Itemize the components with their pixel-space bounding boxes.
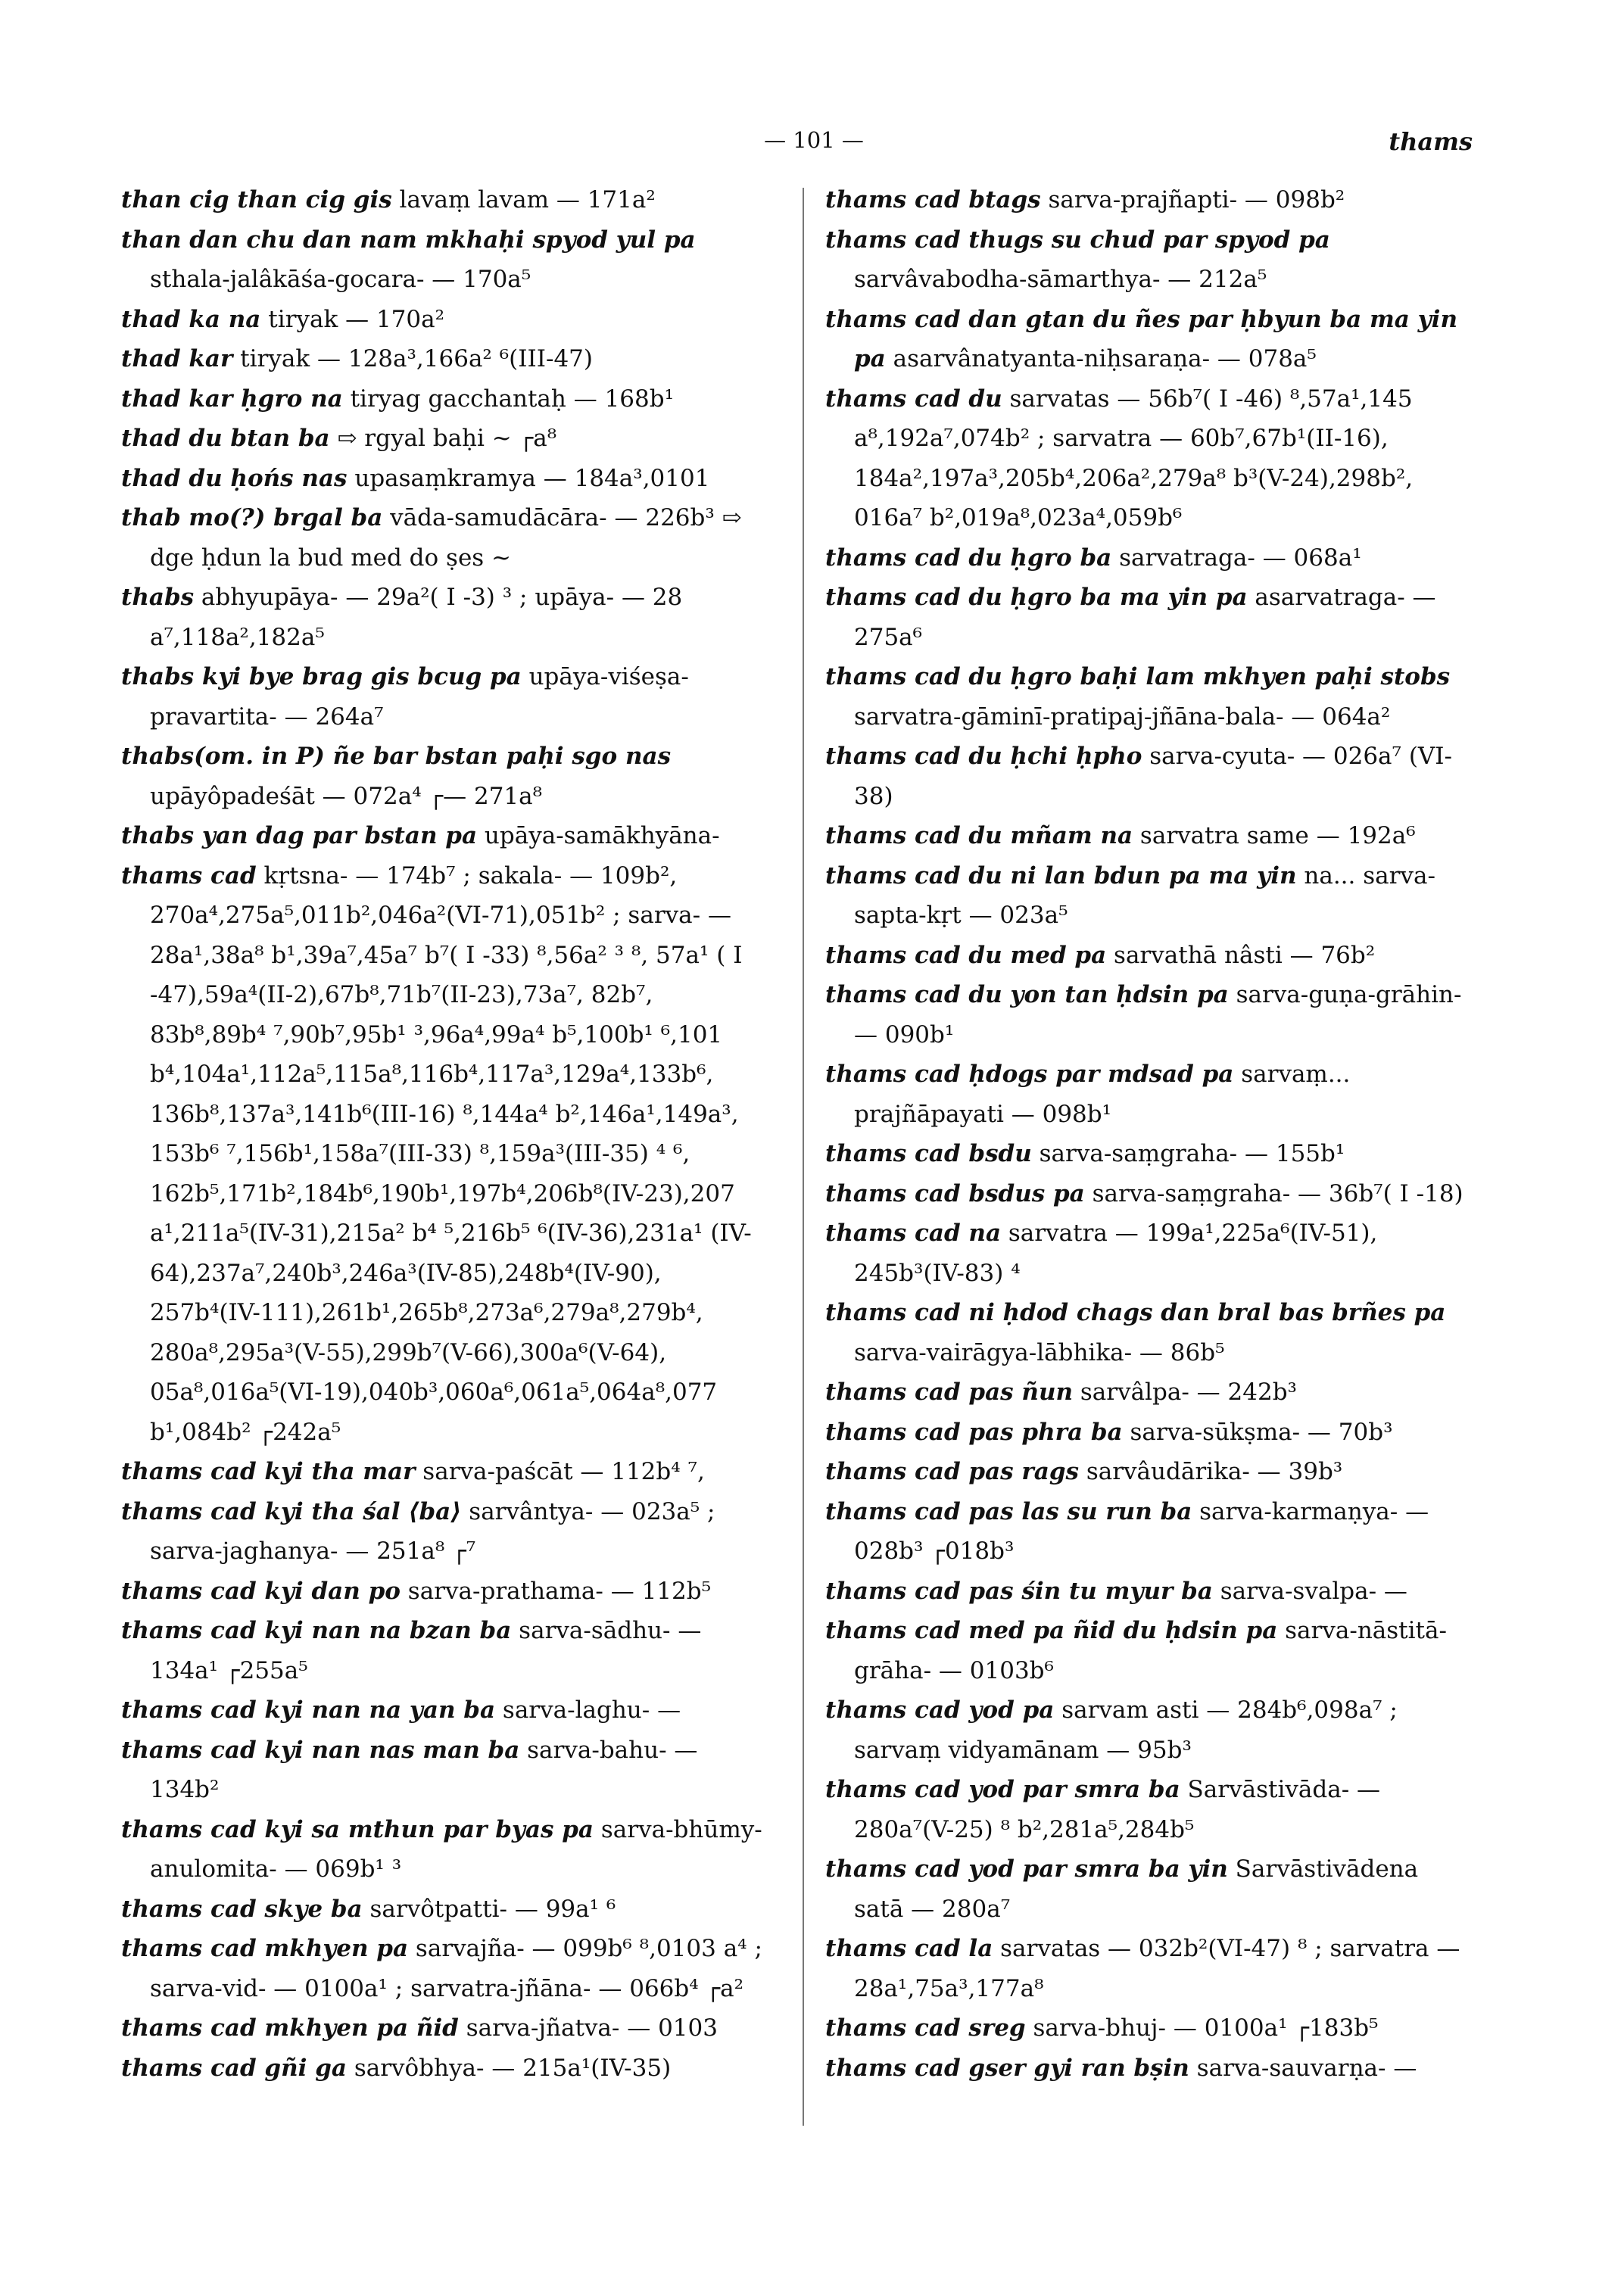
headword: thams cad sreg: [825, 2014, 1026, 2042]
dictionary-entry: [121, 1890, 771, 1930]
headword: thams cad pas ñun: [825, 1379, 1074, 1406]
definition: sarvôtpatti- — 99a¹ ⁶: [362, 1895, 616, 1923]
headword: thams cad du yon tan ḥdsin pa: [825, 981, 1229, 1008]
definition: sarva-nāstitā-grāha- — 0103b⁶: [854, 1617, 1447, 1684]
definition: sarvôbhya- — 215a¹(IV-35): [346, 2054, 672, 2082]
dictionary-entry: [121, 737, 771, 816]
definition: sarva-saṃgraha- — 155b¹: [1031, 1140, 1345, 1167]
definition: sarva-bhūmy-anulomita- — 069b¹ ³: [150, 1815, 762, 1883]
dictionary-entry: [121, 816, 771, 856]
dictionary-entry: [121, 379, 771, 419]
dictionary-entry: [825, 180, 1475, 220]
headword: thams cad du ḥgro ba ma yin pa: [825, 584, 1248, 611]
headword: thabs: [121, 584, 195, 611]
headword: thad kar: [121, 345, 233, 372]
headword: thams cad dan gtan du ñes par ḥbyun ba ma yin pa: [825, 305, 1457, 372]
dictionary-entry: [825, 1372, 1475, 1413]
dictionary-entry: [121, 1572, 771, 1612]
definition: sarva-saṃgraha- — 36b⁷( I -18): [1084, 1179, 1463, 1207]
headword: thams cad bsdu: [825, 1140, 1032, 1167]
headword: thams cad du med pa: [825, 941, 1107, 969]
definition: sarva-karmaṇya- — 028b³ ┌018b³: [854, 1497, 1429, 1565]
definition: lavaṃ lavam — 171a²: [391, 186, 656, 213]
headword: thams cad yod par smra ba yin: [825, 1855, 1228, 1883]
dictionary-entry: [825, 856, 1475, 936]
dictionary-entry: [121, 339, 771, 379]
headword: thad kar ḥgro na: [121, 385, 343, 413]
dictionary-entry: [825, 2048, 1475, 2089]
definition: sarva-bahu- — 134b²: [150, 1736, 698, 1803]
headword: thams cad: [121, 861, 257, 889]
definition: sarva-sādhu- — 134a¹ ┌255a⁵: [150, 1617, 702, 1684]
headword: thabs kyi bye brag gis bcug pa: [121, 663, 522, 690]
headword: thams cad pas las su run ba: [825, 1497, 1192, 1525]
dictionary-entry: [121, 300, 771, 340]
definition: kṛtsna- — 174b⁷ ; sakala- — 109b², 270a⁴,275a⁵,011b²,046a²(VI-71),051b² ; sarva- — 28a¹,38a⁸ b¹,39a⁷,45a⁷ b⁷( I -33) ⁸,56a² ³ ⁸, 57a¹ ( I -47),59a⁴(II-2),67b⁸,71b⁷(II-23),73a⁷, 82b⁷, 83b⁸,89b⁴ ⁷,90b⁷,95b¹ ³,96a⁴,99a⁴ b⁵,100b¹ ⁶,101 b⁴,104a¹,112a⁵,115a⁸,116b⁴,117a³,129a⁴,133b⁶, 136b⁸,137a³,141b⁶(III-16) ⁸,144a⁴ b²,146a¹,149a³, 153b⁶ ⁷,156b¹,158a⁷(III-33) ⁸,159a³(III-35) ⁴ ⁶, 162b⁵,171b²,184b⁶,190b¹,197b⁴,206b⁸(IV-23),207 a¹,211a⁵(IV-31),215a² b⁴ ⁵,216b⁵ ⁶(IV-36),231a¹ (IV-64),237a⁷,240b³,246a³(IV-85),248b⁴(IV-90), 257b⁴(IV-111),261b¹,265b⁸,273a⁶,279a⁸,279b⁴, 280a⁸,295a³(V-55),299b⁷(V-66),300a⁶(V-64), 05a⁸,016a⁵(VI-19),040b³,060a⁶,061a⁵,064a⁸,077 b¹,084b² ┌242a⁵: [150, 861, 752, 1446]
dictionary-entry: [121, 1731, 771, 1810]
definition: sarvatra — 199a¹,225a⁶(IV-51), 245b³(IV-83) ⁴: [854, 1220, 1378, 1287]
headword: thams cad kyi dan po: [121, 1577, 401, 1605]
dictionary-entry: [825, 1055, 1475, 1134]
definition: sthala-jalâkāśa-gocara- — 170a⁵: [150, 266, 531, 293]
dictionary-entry: [825, 300, 1475, 379]
dictionary-entry: [825, 816, 1475, 856]
definition: asarvânatyanta-niḥsaraṇa- — 078a⁵: [885, 345, 1317, 372]
definition: sarvântya- — 023a⁵ ; sarva-jaghanya- — 251a⁸ ┌⁷: [150, 1497, 715, 1565]
headword: thams cad la: [825, 1935, 993, 1962]
headword: thabs(om. in P) ñe bar bstan paḥi sgo nas: [121, 743, 672, 770]
definition: upāya-viśeṣa-pravartita- — 264a⁷: [150, 663, 689, 731]
dictionary-entry: [825, 220, 1475, 300]
dictionary-entry: [825, 1413, 1475, 1453]
dictionary-entry: [121, 1690, 771, 1731]
headword: thams cad kyi sa mthun par byas pa: [121, 1815, 594, 1843]
headword: thabs yan dag par bstan pa: [121, 822, 478, 849]
headword: thams cad pas phra ba: [825, 1418, 1123, 1446]
definition: sarva-bhuj- — 0100a¹ ┌183b⁵: [1025, 2014, 1379, 2042]
definition: upasaṃkramya — 184a³,0101: [347, 464, 710, 492]
definition: sarva-prathama- — 112b⁵: [400, 1577, 712, 1605]
dictionary-entry: [121, 180, 771, 220]
dictionary-entry: [825, 975, 1475, 1055]
headword: thams cad du ni lan bdun pa ma yin: [825, 861, 1297, 889]
running-head: thams: [1389, 127, 1473, 156]
dictionary-entry: [825, 538, 1475, 578]
headword: thams cad thugs su chud par spyod pa: [825, 226, 1330, 254]
headword: thams cad du: [825, 385, 1002, 413]
headword: thad du ḥońs nas: [121, 464, 348, 492]
headword: thams cad med pa ñid du ḥdsin pa: [825, 1617, 1278, 1644]
dictionary-entry: [825, 2008, 1475, 2048]
headword: thams cad kyi nan na bzan ba: [121, 1617, 512, 1644]
headword: thams cad bsdus pa: [825, 1179, 1085, 1207]
headword: thams cad kyi tha śal ⟨ba⟩: [121, 1497, 462, 1525]
definition: sarvatra same — 192a⁶: [1133, 822, 1416, 849]
headword: thad du btan ba: [121, 425, 330, 452]
headword: thams cad du ḥgro baḥi lam mkhyen paḥi stobs: [825, 663, 1451, 690]
definition: tiryak — 170a²: [260, 305, 445, 333]
left-column: [121, 180, 771, 2088]
headword: thams cad du ḥgro ba: [825, 544, 1112, 572]
definition: na... sarva-sapta-kṛt — 023a⁵: [854, 861, 1435, 929]
definition: tiryak — 128a³,166a² ⁶(III-47): [232, 345, 593, 372]
dictionary-entry: [825, 1929, 1475, 2008]
dictionary-entry: [121, 459, 771, 499]
definition: sarvajña- — 099b⁶ ⁸,0103 a⁴ ; sarva-vid- — 0100a¹ ; sarvatra-jñāna- — 066b⁴ ┌a²: [150, 1935, 762, 2002]
dictionary-entry: [825, 1492, 1475, 1572]
headword: thams cad kyi nan nas man ba: [121, 1736, 520, 1764]
definition: abhyupāya- — 29a²( I -3) ³ ; upāya- — 28 a⁷,118a²,182a⁵: [150, 584, 683, 651]
dictionary-entry: [825, 936, 1475, 976]
definition: sarva-laghu- —: [495, 1696, 681, 1724]
dictionary-entry: [121, 2048, 771, 2089]
dictionary-entry: [825, 1572, 1475, 1612]
definition: sarvâvabodha-sāmarthya- — 212a⁵: [854, 266, 1267, 293]
dictionary-entry: [121, 419, 771, 459]
dictionary-entry: [825, 578, 1475, 657]
definition: asarvatraga- — 275a⁶: [854, 584, 1436, 651]
definition: tiryag gacchantaḥ — 168b¹: [342, 385, 675, 413]
headword: thams cad skye ba: [121, 1895, 363, 1923]
dictionary-entry: [121, 578, 771, 657]
headword: than dan chu dan nam mkhaḥi spyod yul pa: [121, 226, 696, 254]
definition: sarva-guṇa-grāhin- — 090b¹: [854, 981, 1462, 1048]
column-divider: [803, 188, 804, 2126]
headword: thams cad du ḥchi ḥpho: [825, 743, 1142, 770]
definition: sarva-sūkṣma- — 70b³: [1122, 1418, 1393, 1446]
dictionary-entry: [121, 856, 771, 1453]
dictionary-entry: [825, 1293, 1475, 1372]
headword: thams cad gñi ga: [121, 2054, 347, 2082]
dictionary-entry: [121, 1929, 771, 2008]
dictionary-entry: [121, 1492, 771, 1572]
dictionary-entry: [121, 657, 771, 737]
dictionary-entry: [825, 1213, 1475, 1293]
dictionary-entry: [825, 379, 1475, 538]
definition: sarva-svalpa- —: [1212, 1577, 1407, 1605]
dictionary-entry: [825, 1452, 1475, 1492]
dictionary-entry: [825, 1134, 1475, 1174]
definition: upāyôpadeśāt — 072a⁴ ┌— 271a⁸: [150, 782, 543, 810]
definition: sarva-vairāgya-lābhika- — 86b⁵: [854, 1338, 1225, 1366]
headword: thams cad yod pa: [825, 1696, 1055, 1724]
headword: thams cad mkhyen pa: [121, 1935, 409, 1962]
definition: sarvâudārika- — 39b³: [1078, 1458, 1343, 1485]
headword: thams cad btags: [825, 186, 1041, 213]
headword: thams cad ḥdogs par mdsad pa: [825, 1061, 1234, 1088]
definition: vāda-samudācāra- — 226b³ ⇨ dge ḥdun la bud med do ṣes ~: [150, 504, 742, 572]
headword: thams cad gser gyi ran bṣin: [825, 2054, 1189, 2082]
definition: ⇨ rgyal baḥi ~ ┌a⁸: [329, 425, 557, 452]
definition: sarva-paścāt — 112b⁴ ⁷,: [415, 1458, 705, 1485]
definition: sarvam asti — 284b⁶,098a⁷ ; sarvaṃ vidyamānam — 95b³: [854, 1696, 1398, 1764]
headword: thams cad yod par smra ba: [825, 1776, 1180, 1803]
dictionary-entry: [825, 737, 1475, 816]
dictionary-entry: [825, 657, 1475, 737]
headword: thams cad pas rags: [825, 1458, 1079, 1485]
definition: sarva-cyuta- — 026a⁷ (VI-38): [854, 743, 1453, 810]
dictionary-entry: [121, 2008, 771, 2048]
definition: sarvatas — 56b⁷( I -46) ⁸,57a¹,145 a⁸,192a⁷,074b² ; sarvatra — 60b⁷,67b¹(II-16), 184a²,197a³,205b⁴,206a²,279a⁸ b³(V-24),298b², 016a⁷ b²,019a⁸,023a⁴,059b⁶: [854, 385, 1414, 531]
dictionary-entry: [121, 1810, 771, 1890]
page-header: [0, 127, 1624, 165]
definition: sarvâlpa- — 242b³: [1073, 1379, 1297, 1406]
definition: Sarvāstivādena satā — 280a⁷: [854, 1855, 1419, 1923]
dictionary-entry: [825, 1849, 1475, 1929]
definition: Sarvāstivāda- — 280a⁷(V-25) ⁸ b²,281a⁵,284b⁵: [854, 1776, 1381, 1843]
right-column: [825, 180, 1475, 2088]
definition: sarva-sauvarṇa- —: [1189, 2054, 1417, 2082]
definition: upāya-samākhyāna-: [477, 822, 720, 849]
headword: thams cad na: [825, 1220, 1002, 1247]
headword: thams cad kyi nan na yan ba: [121, 1696, 496, 1724]
headword: thams cad mkhyen pa ñid: [121, 2014, 459, 2042]
headword: thad ka na: [121, 305, 261, 333]
definition: sarva-prajñapti- — 098b²: [1040, 186, 1345, 213]
dictionary-entry: [825, 1174, 1475, 1214]
definition: sarvatas — 032b²(VI-47) ⁸ ; sarvatra — 28a¹,75a³,177a⁸: [854, 1935, 1460, 2002]
headword: thams cad du mñam na: [825, 822, 1133, 849]
page-number: — 101 —: [764, 127, 864, 153]
dictionary-entry: [121, 1611, 771, 1690]
definition: sarvatraga- — 068a¹: [1111, 544, 1362, 572]
dictionary-entry: [121, 498, 771, 578]
headword: thams cad ni ḥdod chags dan bral bas brñes pa: [825, 1299, 1446, 1326]
dictionary-entry: [825, 1611, 1475, 1690]
definition: sarvathā nâsti — 76b²: [1106, 941, 1376, 969]
dictionary-entry: [121, 220, 771, 300]
headword: than cig than cig gis: [121, 186, 392, 213]
definition: sarvatra-gāminī-pratipaj-jñāna-bala- — 064a²: [854, 703, 1391, 731]
headword: thams cad kyi tha mar: [121, 1458, 416, 1485]
definition: sarva-jñatva- — 0103: [458, 2014, 718, 2042]
dictionary-entry: [825, 1770, 1475, 1849]
dictionary-entry: [121, 1452, 771, 1492]
definition: sarvaṃ... prajñāpayati — 098b¹: [854, 1061, 1351, 1128]
headword: thams cad pas śin tu myur ba: [825, 1577, 1213, 1605]
headword: thab mo(?) brgal ba: [121, 504, 383, 531]
dictionary-entry: [825, 1690, 1475, 1770]
